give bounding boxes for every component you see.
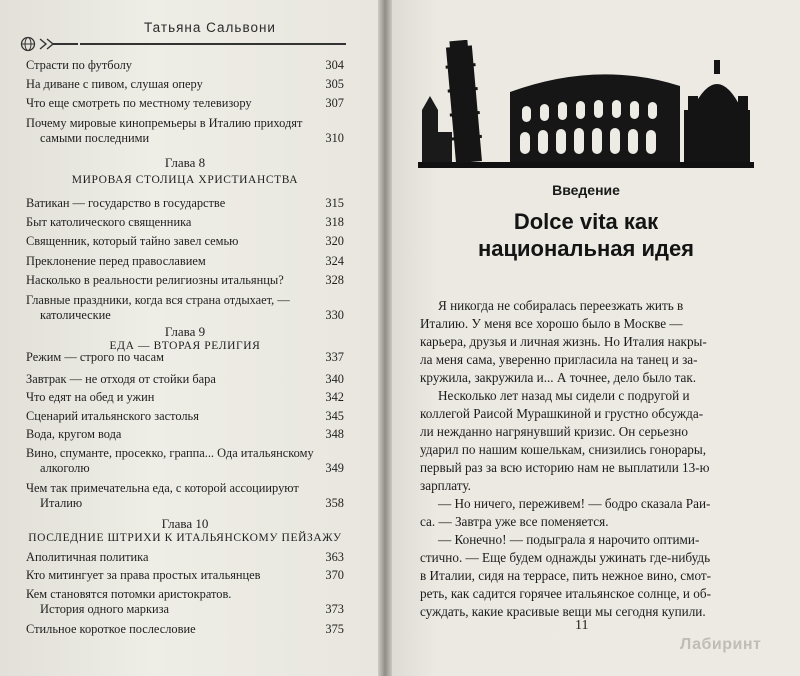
body-text-line: Я никогда не собиралась переезжать жить в (438, 298, 684, 313)
globe-arrow-icon (20, 36, 78, 52)
toc-entry: Главные праздники, когда вся страна отдыхает, — католические 330 (26, 293, 344, 322)
body-text-line: в Италии, сидя на террасе, пить нежное вино, смот- (420, 568, 712, 583)
toc-entry: Кем становятся потомки аристократов. История одного маркиза 373 (26, 587, 344, 616)
page-number: 11 (575, 618, 589, 633)
labirint-watermark: Лабиринт (680, 636, 762, 653)
body-text-line: ла меня сама, уверенно пригласила на танец и за- (420, 352, 698, 367)
toc-entry: Почему мировые кинопремьеры в Италию приходят самыми последними 310 (26, 116, 344, 145)
body-text-line: Несколько лет назад мы сидели с подругой и (438, 388, 690, 403)
header-rule (80, 43, 346, 45)
body-text-line: ли нежданно нагрянувший кризис. Он серьезно (420, 424, 688, 439)
toc-entry: Насколько в реальности религиозны итальянцы? 328 (26, 273, 344, 287)
toc-entry: Преклонение перед православием 324 (26, 254, 344, 268)
section-intro-heading: Введение (552, 182, 620, 198)
chapter-8-label: Глава 8 (164, 155, 206, 170)
body-text-line: суждать, какие красивые вещи мы сегодня купили. (420, 604, 706, 619)
book-gutter (378, 0, 392, 676)
italy-skyline-illustration (418, 40, 754, 168)
toc-entry: Вино, спуманте, просекко, граппа... Ода итальянскому алкоголю 349 (26, 446, 344, 475)
chapter-9-label: Глава 9 (164, 324, 206, 339)
toc-entry: Священник, который тайно завел семью 320 (26, 234, 344, 248)
toc-entry: Что едят на обед и ужин 342 (26, 390, 344, 404)
body-text-line: са. — Завтра уже все поменяется. (420, 514, 609, 529)
toc-entry: Сценарий итальянского застолья 345 (26, 409, 344, 423)
toc-entry: Страсти по футболу 304 (26, 58, 344, 72)
body-text-line: зарплату. (420, 478, 471, 493)
chapter-9-title: ЕДА — ВТОРАЯ РЕЛИГИЯ (109, 340, 261, 352)
chapter-10-label: Глава 10 (161, 516, 209, 531)
body-text-line: — Конечно! — подыграла я нарочито оптими- (438, 532, 700, 547)
toc-entry: Вода, кругом вода 348 (26, 427, 344, 441)
toc-entry: Ватикан — государство в государстве 315 (26, 196, 344, 210)
body-text-line: первый раз за всю историю нам не выплатили 13-ю (420, 460, 710, 475)
body-text-line: карьера, друзья и личная жизнь. Но Италия накры- (420, 334, 707, 349)
body-text-line: — Но ничего, переживем! — бодро сказала Раи- (438, 496, 711, 511)
toc-entry: На диване с пивом, слушая оперу 305 (26, 77, 344, 91)
toc-entry: Кто митингует за права простых итальянцев 370 (26, 568, 344, 582)
body-text-line: ударил по нашим кошелькам, снизились гонорары, (420, 442, 707, 457)
toc-entry: Аполитичная политика 363 (26, 550, 344, 564)
toc-entry: Режим — строго по часам 337 (26, 350, 344, 364)
running-header-author: Татьяна Сальвони (144, 20, 276, 35)
body-text-line: коллегой Раисой Мурашкиной и грустно обсужда- (420, 406, 704, 421)
body-text-line: Италию. У меня все хорошо было в Москве — (420, 316, 683, 331)
toc-entry: Завтрак — не отходя от стойки бара 340 (26, 372, 344, 386)
toc-entry: Быт католического священника 318 (26, 215, 344, 229)
chapter-10-title: ПОСЛЕДНИЕ ШТРИХИ К ИТАЛЬЯНСКОМУ ПЕЙЗАЖУ (28, 532, 342, 544)
body-text-line: кружила, закружила и... А точнее, дело было так. (420, 370, 697, 385)
toc-entry: Чем так примечательна еда, с которой ассоциируют Италию 358 (26, 481, 344, 510)
body-text-line: стично. — Еще будем однажды ужинать где-нибудь (420, 550, 711, 565)
toc-entry: Стильное короткое послесловие 375 (26, 622, 344, 636)
chapter-headline: Dolce vita как национальная идея (477, 209, 695, 261)
toc-entry: Что еще смотреть по местному телевизору 307 (26, 96, 344, 110)
body-text-line: реть, как садится горячее итальянское солнце, и об- (420, 586, 711, 601)
chapter-8-title: МИРОВАЯ СТОЛИЦА ХРИСТИАНСТВА (71, 174, 299, 186)
